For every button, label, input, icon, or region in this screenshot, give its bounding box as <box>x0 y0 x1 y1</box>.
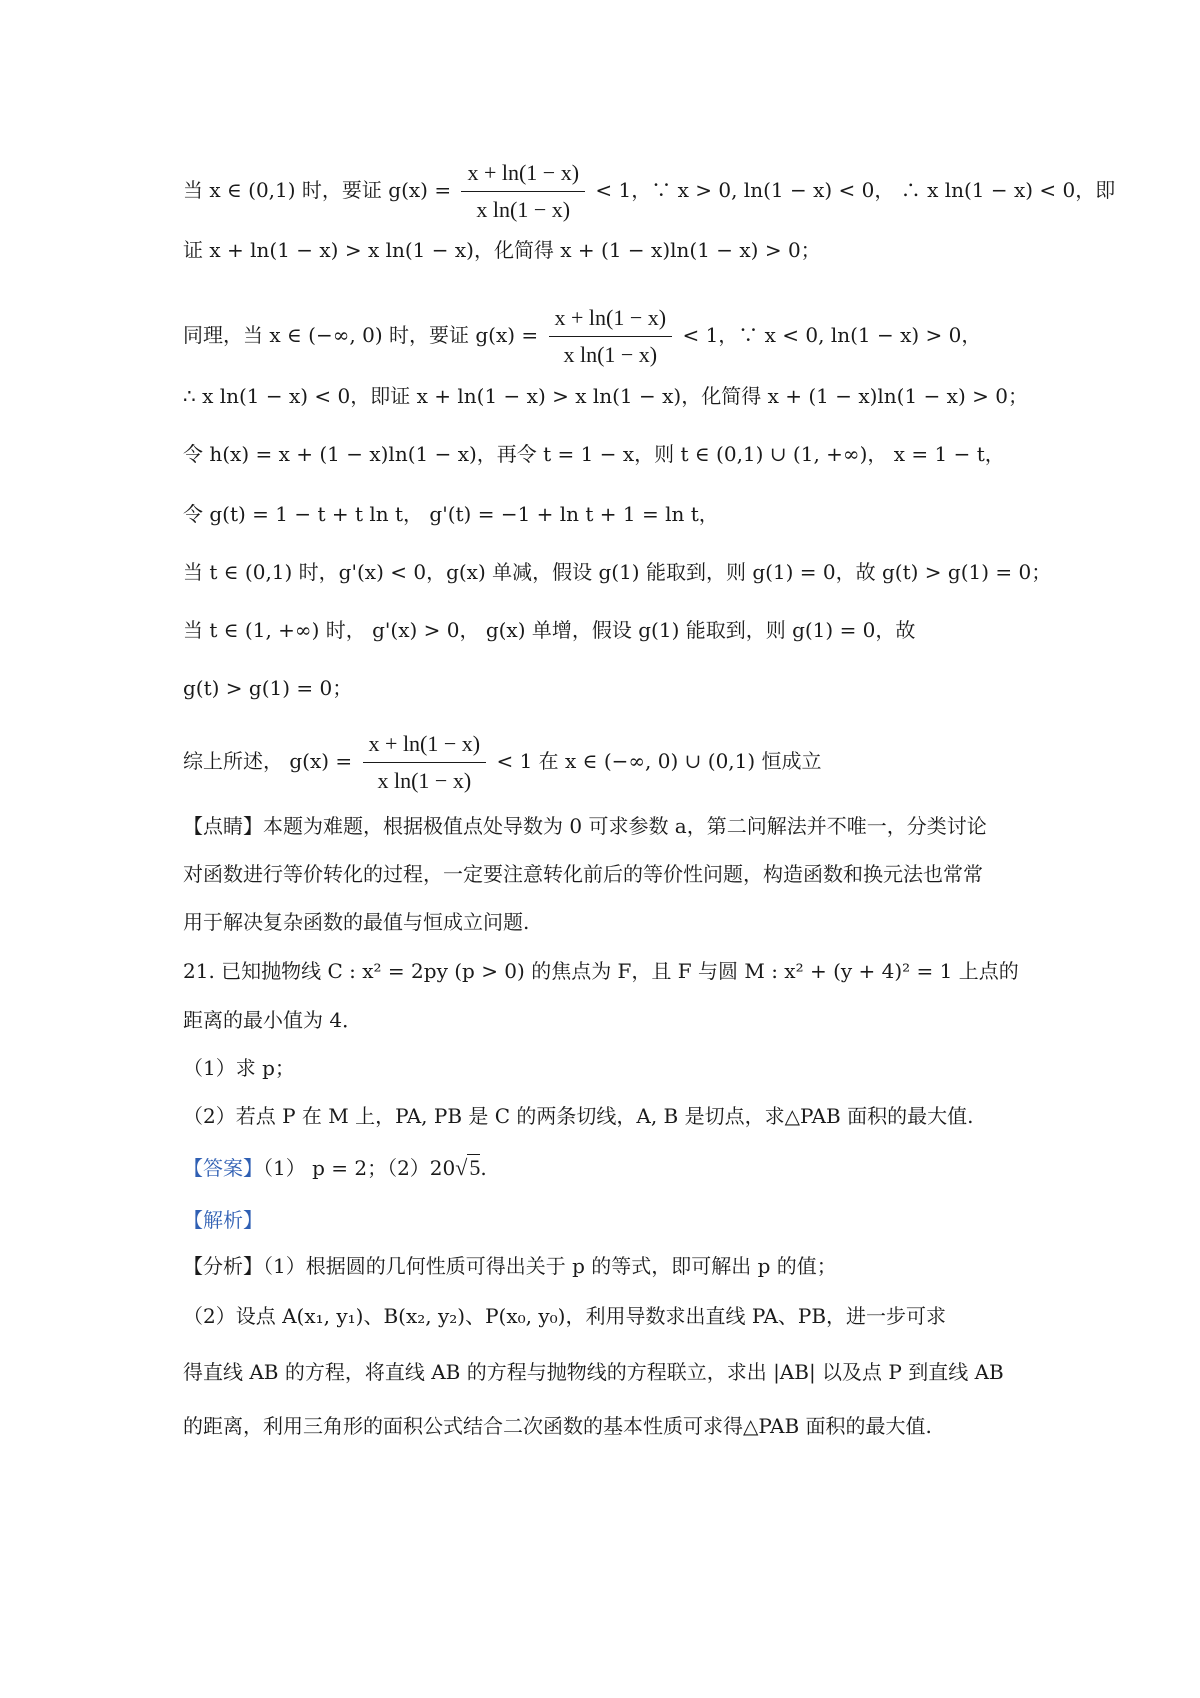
dianjing-line-2: 对函数进行等价转化的过程，一定要注意转化前后的等价性问题，构造函数和换元法也常常 <box>183 862 983 886</box>
answer-end: . <box>480 1156 487 1180</box>
fraction-denominator: x ln(1 − x) <box>476 197 571 222</box>
analysis-line-4: 的距离，利用三角形的面积公式结合二次函数的基本性质可求得△PAB 面积的最大值. <box>183 1414 932 1438</box>
proof-line-3-text-a: 同理，当 x ∈ (−∞, 0) 时，要证 g(x) = <box>183 323 539 347</box>
sqrt-radicand: 5 <box>469 1155 481 1180</box>
fraction-g-of-x <box>549 302 673 371</box>
question-21-stem: 21. 已知抛物线 C : x² = 2py (p > 0) 的焦点为 F，且 F 与圆 M : x² + (y + 4)² = 1 上点的 <box>183 959 1019 983</box>
proof-conclusion-text-b: < 1 在 x ∈ (−∞, 0) ∪ (0,1) 恒成立 <box>496 749 822 773</box>
fraction-numerator: x + ln(1 − x) <box>461 157 585 192</box>
analysis-line-2: （2）设点 A(x₁, y₁)、B(x₂, y₂)、P(x₀, y₀)，利用导数求出直线 PA、PB，进一步可求 <box>183 1304 947 1328</box>
fraction-numerator: x + ln(1 − x) <box>363 728 487 763</box>
question-21-part-1: （1）求 p； <box>183 1056 295 1080</box>
fraction-numerator: x + ln(1 − x) <box>549 302 673 337</box>
proof-line-1 <box>183 157 1115 226</box>
sqrt-symbol: √ <box>455 1155 468 1180</box>
proof-line-7: 当 t ∈ (0,1) 时，g'(x) < 0，g(x) 单减，假设 g(1) 能取到，则 g(1) = 0，故 g(t) > g(1) = 0； <box>183 560 1052 584</box>
proof-line-3 <box>183 302 981 371</box>
answer-tag: 【答案】 <box>183 1156 263 1180</box>
analysis-line-1: 【分析】（1）根据圆的几何性质可得出关于 p 的等式，即可解出 p 的值； <box>183 1254 837 1278</box>
proof-line-3-text-b: < 1，∵ x < 0, ln(1 − x) > 0， <box>682 323 982 347</box>
proof-line-1-text-a: 当 x ∈ (0,1) 时，要证 g(x) = <box>183 178 452 202</box>
question-21-part-2: （2）若点 P 在 M 上，PA, PB 是 C 的两条切线，A, B 是切点，求△PAB 面积的最大值. <box>183 1104 974 1128</box>
proof-line-1-text-b: < 1，∵ x > 0, ln(1 − x) < 0， ∴ x ln(1 − x) < 0，即 <box>595 178 1116 202</box>
fraction-g-of-x <box>461 157 585 226</box>
proof-line-4: ∴ x ln(1 − x) < 0，即证 x + ln(1 − x) > x ln(1 − x)，化简得 x + (1 − x)ln(1 − x) > 0； <box>183 384 1028 408</box>
proof-line-9: g(t) > g(1) = 0； <box>183 676 353 700</box>
answer-line <box>183 1152 487 1184</box>
proof-conclusion <box>183 728 822 797</box>
question-21-stem-2: 距离的最小值为 4． <box>183 1008 363 1032</box>
analysis-tag: 【解析】 <box>183 1208 263 1232</box>
dianjing-line-1: 【点睛】本题为难题，根据极值点处导数为 0 可求参数 a，第二问解法并不唯一，分类讨论 <box>183 814 987 838</box>
dianjing-line-3: 用于解决复杂函数的最值与恒成立问题. <box>183 910 530 934</box>
proof-line-8: 当 t ∈ (1, +∞) 时， g'(x) > 0， g(x) 单增，假设 g(1) 能取到，则 g(1) = 0，故 <box>183 618 916 642</box>
analysis-line-3: 得直线 AB 的方程，将直线 AB 的方程与抛物线的方程联立，求出 |AB| 以及点 P 到直线 AB <box>183 1360 1004 1384</box>
fraction-g-of-x <box>363 728 487 797</box>
fraction-denominator: x ln(1 − x) <box>377 768 472 793</box>
proof-conclusion-text-a: 综上所述， g(x) = <box>183 749 353 773</box>
proof-line-2: 证 x + ln(1 − x) > x ln(1 − x)，化简得 x + (1 − x)ln(1 − x) > 0； <box>183 238 821 262</box>
fraction-denominator: x ln(1 − x) <box>563 342 658 367</box>
proof-line-5: 令 h(x) = x + (1 − x)ln(1 − x)，再令 t = 1 − x，则 t ∈ (0,1) ∪ (1, +∞)， x = 1 − t， <box>183 442 1005 466</box>
proof-line-6: 令 g(t) = 1 − t + t ln t， g'(t) = −1 + ln t + 1 = ln t， <box>183 502 719 526</box>
answer-body: （1） p = 2；（2）20 <box>263 1156 456 1180</box>
